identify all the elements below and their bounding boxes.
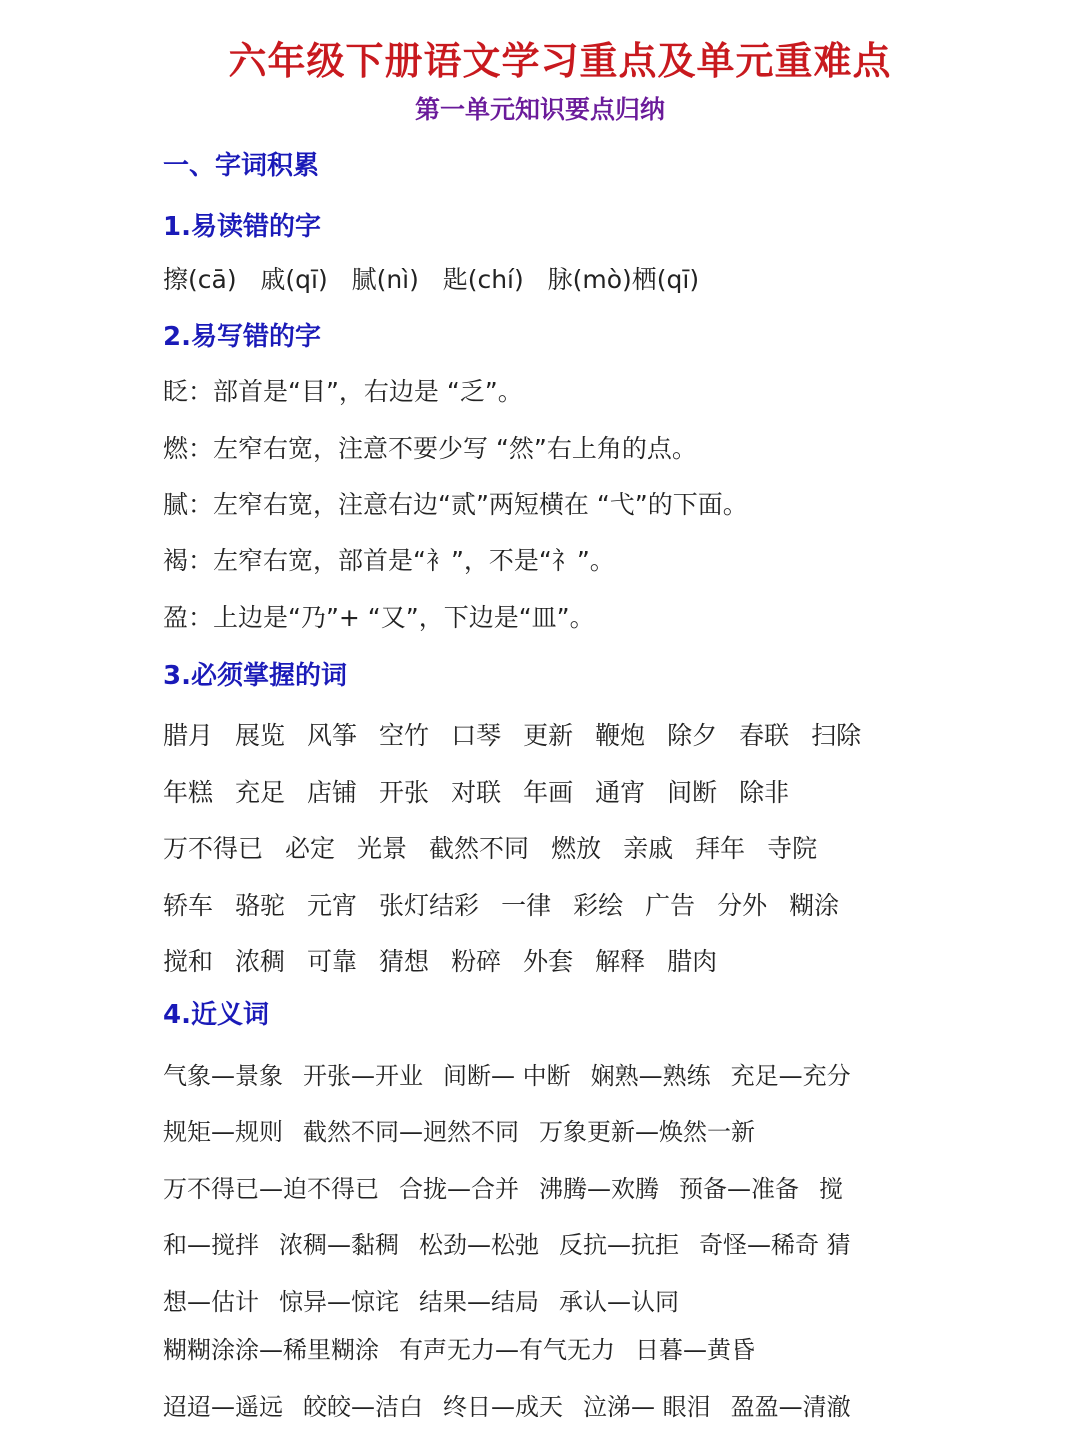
vocabulary-word: 开张 [379,778,430,807]
vocabulary-word: 口琴 [451,721,502,750]
synonym-row [163,1169,863,1205]
vocabulary-word: 粉碎 [451,947,502,976]
vocabulary-word: 元宵 [307,891,358,920]
synonym-pair: 松劲—松弛 [419,1231,539,1259]
vocabulary-word: 充足 [235,778,286,807]
synonym-pair: 终日—成天 [443,1393,563,1421]
vocabulary-word: 必定 [285,834,336,863]
vocabulary-word: 轿车 [163,891,214,920]
vocabulary-word: 浓稠 [235,947,286,976]
vocabulary-word: 骆驼 [235,891,286,920]
vocabulary-word: 解释 [595,947,646,976]
vocabulary-word: 彩绘 [573,891,624,920]
vocabulary-word: 一律 [501,891,552,920]
vocabulary-word: 搅和 [163,947,214,976]
synonym-row [163,1112,775,1148]
synonym-pair: 娴熟—熟练 [590,1062,711,1090]
required-words-row [163,829,839,865]
vocabulary-word: 除夕 [667,721,718,750]
synonym-row [163,1330,775,1366]
vocabulary-word: 扫除 [811,721,862,750]
miswritten-character-note: 褐：左窄右宽，部首是“衤”，不是“礻”。 [163,546,615,575]
synonym-pair: 预备—准备 [679,1175,799,1203]
synonym-pair: 迢迢—遥远 [163,1393,283,1421]
synonym-pair: 规矩—规则 [163,1118,283,1146]
vocabulary-word: 空竹 [379,721,430,750]
synonym-pair: 开张—开业 [303,1062,423,1090]
vocabulary-word: 鞭炮 [595,721,646,750]
vocabulary-word: 店铺 [307,778,358,807]
synonym-pair: 合拢—合并 [399,1175,519,1203]
synonym-pair: 反抗—抗拒 [559,1231,679,1259]
subheading-misread-characters: 1.易读错的字 [163,212,321,242]
vocabulary-word: 腊肉 [667,947,718,976]
vocabulary-word: 腊月 [163,721,214,750]
misread-characters-line: 擦(cā) 戚(qī) 腻(nì) 匙(chí) 脉(mò)栖(qī) [163,265,700,294]
synonym-row [163,1225,871,1261]
synonym-pair: 浓稠—黏稠 [279,1231,399,1259]
page-title: 六年级下册语文学习重点及单元重难点 [228,39,892,83]
vocabulary-word: 除非 [739,778,790,807]
vocabulary-word: 对联 [451,778,502,807]
synonym-pair: 充足—充分 [730,1062,851,1090]
vocabulary-word: 通宵 [595,778,646,807]
synonym-pair: 间断— 中断 [443,1062,571,1090]
subheading-miswritten-characters: 2.易写错的字 [163,322,321,352]
subheading-synonyms: 4.近义词 [163,1000,269,1030]
required-words-row [163,886,861,922]
vocabulary-word: 风筝 [307,721,358,750]
miswritten-character-note: 盈：上边是“乃”+ “又”，下边是“皿”。 [163,603,595,632]
synonym-pair: 搅 [819,1175,843,1203]
vocabulary-word: 燃放 [551,834,602,863]
synonym-pair: 日暮—黄昏 [635,1336,755,1364]
synonym-pair: 气象—景象 [163,1062,283,1090]
synonym-row [163,1056,871,1092]
synonym-pair: 承认—认同 [559,1288,679,1316]
vocabulary-word: 分外 [717,891,768,920]
required-words-row [163,716,883,752]
synonym-pair: 盈盈—清澈 [730,1393,851,1421]
vocabulary-word: 间断 [667,778,718,807]
vocabulary-word: 截然不同 [429,834,530,863]
vocabulary-word: 春联 [739,721,790,750]
required-words-row [163,942,739,978]
vocabulary-word: 外套 [523,947,574,976]
synonym-pair: 和—搅拌 [163,1231,259,1259]
synonym-pair: 想—估计 [163,1288,259,1316]
miswritten-character-note: 燃：左窄右宽，注意不要少写 “然”右上角的点。 [163,434,697,463]
section-heading-vocabulary: 一、字词积累 [163,151,320,181]
synonym-pair: 泣涕— 眼泪 [583,1393,711,1421]
synonym-pair: 万不得已—迫不得已 [163,1175,379,1203]
unit-subtitle: 第一单元知识要点归纳 [414,95,665,124]
vocabulary-word: 亲戚 [623,834,674,863]
subheading-required-words: 3.必须掌握的词 [163,661,347,691]
synonym-row [163,1387,871,1423]
synonym-pair: 奇怪—稀奇 猜 [699,1231,851,1259]
vocabulary-word: 张灯结彩 [379,891,480,920]
synonym-pair: 皎皎—洁白 [303,1393,423,1421]
vocabulary-word: 可靠 [307,947,358,976]
vocabulary-word: 光景 [357,834,408,863]
vocabulary-word: 万不得已 [163,834,264,863]
synonym-pair: 有声无力—有气无力 [399,1336,615,1364]
vocabulary-word: 展览 [235,721,286,750]
vocabulary-word: 更新 [523,721,574,750]
synonym-pair: 糊糊涂涂—稀里糊涂 [163,1336,379,1364]
synonym-pair: 截然不同—迥然不同 [303,1118,519,1146]
vocabulary-word: 拜年 [695,834,746,863]
synonym-pair: 沸腾—欢腾 [539,1175,659,1203]
synonym-pair: 惊异—惊诧 [279,1288,399,1316]
synonym-pair: 结果—结局 [419,1288,539,1316]
synonym-pair: 万象更新—焕然一新 [539,1118,755,1146]
vocabulary-word: 寺院 [767,834,818,863]
synonym-row [163,1282,699,1318]
vocabulary-word: 糊涂 [789,891,840,920]
vocabulary-word: 猜想 [379,947,430,976]
required-words-row [163,773,811,809]
vocabulary-word: 年画 [523,778,574,807]
vocabulary-word: 广告 [645,891,696,920]
miswritten-character-note: 眨：部首是“目”，右边是 “乏”。 [163,377,523,406]
vocabulary-word: 年糕 [163,778,214,807]
miswritten-character-note: 腻：左窄右宽，注意右边“贰”两短横在 “弋”的下面。 [163,490,748,519]
